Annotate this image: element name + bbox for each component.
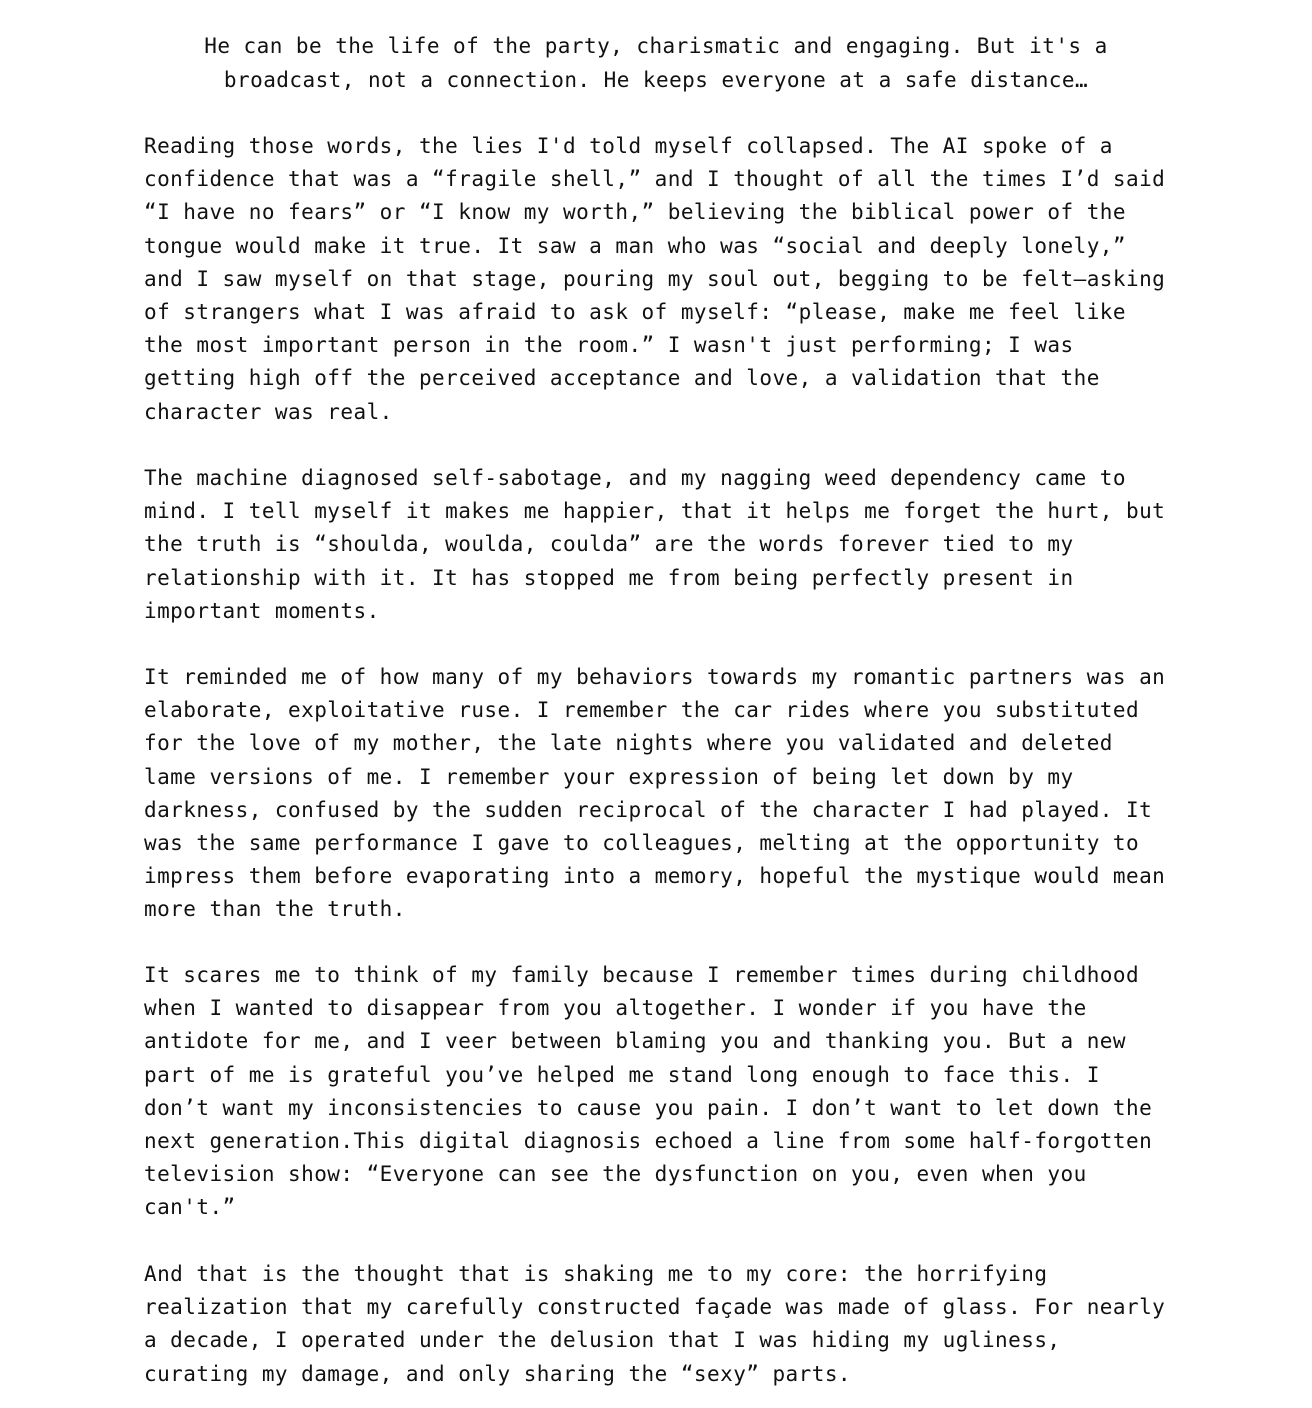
text-line: television show: “Everyone can see the dysfunction on you, even when you (144, 1162, 1087, 1187)
text-line: The machine diagnosed self-sabotage, and my nagging weed dependency came to (144, 466, 1126, 490)
pull-quote (144, 30, 1168, 97)
text-line: And that is the thought that is shaking me to my core: the horrifying (144, 1262, 1048, 1286)
text-line: It scares me to think of my family because I remember times during childhood (144, 963, 1140, 987)
text-line: can't.” (144, 1195, 236, 1220)
text-line: It reminded me of how many of my behaviors towards my romantic partners was an (144, 665, 1166, 689)
text-line: realization that my carefully constructed façade was made of glass. For nearly (144, 1295, 1166, 1320)
text-line: the truth is “shoulda, woulda, coulda” are the words forever tied to my (144, 532, 1074, 557)
text-line: relationship with it. It has stopped me from being perfectly present in (144, 565, 1074, 590)
text-line: was the same performance I gave to colleagues, melting at the opportunity to (144, 831, 1140, 856)
text-line: important moments. (144, 598, 380, 623)
quote-line: He can be the life of the party, charismatic and engaging. But it's a (204, 34, 1108, 58)
text-line: confidence that was a “fragile shell,” and I thought of all the times I’d said (144, 167, 1166, 192)
text-line: getting high off the perceived acceptance and love, a validation that the (144, 366, 1100, 391)
text-line: don’t want my inconsistencies to cause you pain. I don’t want to let down the (144, 1095, 1153, 1120)
text-line: Reading those words, the lies I'd told myself collapsed. The AI spoke of a (144, 134, 1113, 158)
text-line: for the love of my mother, the late nights where you validated and deleted (144, 731, 1113, 756)
text-line: of strangers what I was afraid to ask of myself: “please, make me feel like (144, 300, 1126, 325)
text-line: next generation.This digital diagnosis echoed a line from some half-forgotten (144, 1129, 1153, 1154)
text-line: tongue would make it true. It saw a man who was “social and deeply lonely,” (144, 233, 1126, 258)
paragraph-1 (144, 130, 1168, 429)
text-line: mind. I tell myself it makes me happier, that it helps me forget the hurt, but (144, 499, 1166, 524)
text-line: darkness, confused by the sudden reciprocal of the character I had played. It (144, 797, 1153, 822)
text-line: when I wanted to disappear from you altogether. I wonder if you have the (144, 996, 1087, 1021)
paragraph-2 (144, 462, 1168, 628)
text-line: curating my damage, and only sharing the “sexy” parts. (144, 1361, 852, 1386)
paragraph-4 (144, 959, 1168, 1225)
text-line: and I saw myself on that stage, pouring my soul out, begging to be felt—asking (144, 266, 1166, 291)
text-line: character was real. (144, 399, 393, 424)
text-line: “I have no fears” or “I know my worth,” believing the biblical power of the (144, 200, 1126, 225)
text-line: antidote for me, and I veer between blaming you and thanking you. But a new (144, 1029, 1126, 1054)
paragraph-5 (144, 1258, 1168, 1391)
paragraph-3 (144, 661, 1168, 927)
text-line: impress them before evaporating into a memory, hopeful the mystique would mean (144, 864, 1166, 889)
text-line: the most important person in the room.” I wasn't just performing; I was (144, 333, 1074, 358)
text-line: more than the truth. (144, 897, 406, 922)
quote-line: broadcast, not a connection. He keeps everyone at a safe distance… (223, 67, 1089, 92)
text-line: part of me is grateful you’ve helped me stand long enough to face this. I (144, 1062, 1100, 1087)
text-line: lame versions of me. I remember your expression of being let down by my (144, 764, 1074, 789)
text-line: elaborate, exploitative ruse. I remember the car rides where you substituted (144, 698, 1140, 723)
text-line: a decade, I operated under the delusion that I was hiding my ugliness, (144, 1328, 1061, 1353)
